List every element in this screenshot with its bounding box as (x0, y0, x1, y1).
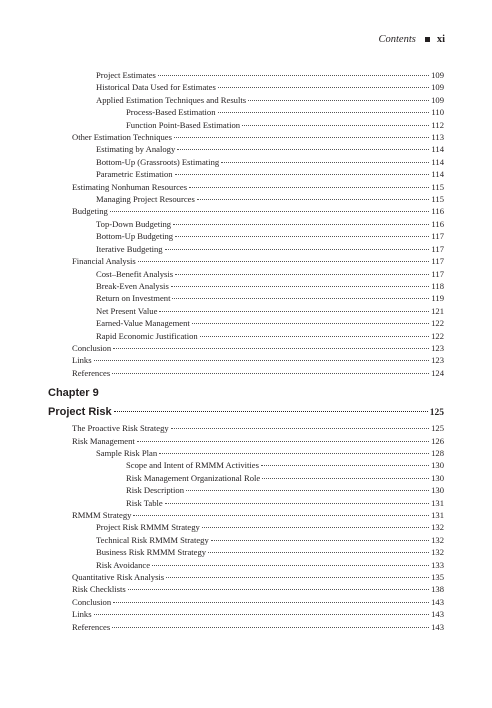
dot-leader (242, 125, 429, 126)
toc-entry-title: Break-Even Analysis (96, 280, 169, 291)
dot-leader (166, 577, 429, 578)
toc-entry[interactable] (72, 583, 444, 595)
toc-entry[interactable] (72, 218, 444, 230)
chapter-title-row[interactable] (48, 405, 444, 421)
dot-leader (159, 453, 429, 454)
toc-entry-page: 130 (431, 485, 444, 496)
dot-leader (175, 236, 429, 237)
dot-leader (159, 311, 429, 312)
toc-entry[interactable] (72, 317, 444, 329)
toc-entry-title: Estimating by Analogy (96, 144, 176, 155)
toc-entry-page: 109 (431, 82, 444, 93)
dot-leader (221, 162, 429, 163)
toc-entry[interactable] (72, 472, 444, 484)
toc-entry-page: 109 (431, 94, 444, 105)
toc-entry-page: 123 (431, 342, 444, 353)
toc-entry-page: 117 (431, 243, 444, 254)
dot-leader (110, 211, 430, 212)
toc-entry-title: Managing Project Resources (96, 194, 195, 205)
toc-entry-title: Technical Risk RMMM Strategy (96, 534, 209, 545)
dot-leader (113, 602, 429, 603)
dot-leader (208, 552, 429, 553)
toc-entry-page: 113 (431, 132, 444, 143)
dot-leader (173, 224, 429, 225)
toc-entry-title: RMMM Strategy (72, 510, 132, 520)
toc-entry-title: Cost–Benefit Analysis (96, 268, 174, 279)
toc-entry-page: 117 (431, 231, 444, 242)
toc-entry[interactable] (72, 243, 444, 255)
toc-entry[interactable] (72, 546, 444, 558)
dot-leader (137, 441, 429, 442)
toc-entry[interactable] (72, 81, 444, 93)
toc-entry-page: 132 (431, 522, 444, 533)
dot-leader (113, 348, 429, 349)
chapter-page: 125 (429, 408, 444, 419)
dot-leader (248, 100, 429, 101)
toc-entry-title: Iterative Budgeting (96, 243, 163, 254)
toc-entry[interactable] (72, 497, 444, 509)
toc-entry[interactable] (72, 292, 444, 304)
toc-entry-page: 124 (431, 367, 444, 378)
toc-entry-title: Risk Checklists (72, 584, 126, 595)
dot-leader (218, 87, 429, 88)
dot-leader (197, 199, 430, 200)
toc-entry[interactable] (72, 106, 444, 118)
dot-leader (133, 515, 429, 516)
toc-entry-title: Return on Investment (96, 293, 171, 304)
dot-leader (94, 614, 430, 615)
toc-entry-page: 116 (431, 206, 444, 217)
dot-leader (192, 323, 429, 324)
chapter-title: Project Risk (48, 406, 112, 419)
dot-leader (138, 261, 430, 262)
toc-entry-title: Earned-Value Management (96, 318, 190, 329)
dot-leader (174, 137, 429, 138)
toc-entry-title: Risk Table (126, 497, 163, 508)
dot-leader (172, 298, 429, 299)
toc-entry[interactable] (72, 330, 444, 342)
toc-entry-page: 114 (431, 169, 444, 180)
toc-entry-page: 130 (431, 472, 444, 483)
toc-entry-page: 122 (431, 330, 444, 341)
dot-leader (177, 149, 429, 150)
dot-leader (165, 503, 429, 504)
dot-leader (189, 187, 429, 188)
toc-entry-page: 119 (431, 293, 444, 304)
toc-entry-title: Estimating Nonhuman Resources (72, 181, 188, 192)
dot-leader (158, 75, 429, 76)
dot-leader (202, 527, 429, 528)
toc-entry[interactable] (72, 422, 444, 434)
toc-list-chapter-8 (72, 69, 444, 379)
dot-leader (114, 411, 428, 412)
toc-entry-title: References (72, 367, 111, 378)
dot-leader (112, 373, 429, 374)
toc-entry-page: 128 (431, 447, 444, 458)
dot-leader (175, 274, 429, 275)
toc-entry-page: 131 (431, 510, 444, 520)
toc-entry-title: Bottom-Up (Grassroots) Estimating (96, 156, 220, 167)
page-number: xi (436, 34, 445, 45)
toc-entry[interactable] (72, 435, 444, 447)
toc-entry[interactable] (72, 534, 444, 546)
toc-entry[interactable] (72, 571, 444, 583)
toc-entry[interactable] (72, 94, 444, 106)
toc-entry-page: 135 (431, 572, 444, 583)
dot-leader (211, 540, 429, 541)
toc-entry-title: Net Present Value (96, 305, 158, 316)
toc-entry[interactable] (72, 230, 444, 242)
toc-entry-title: Risk Management Organizational Role (126, 472, 261, 483)
toc-entry-page: 126 (431, 435, 444, 446)
toc-entry-page: 121 (431, 305, 444, 316)
toc-entry-page: 123 (431, 355, 444, 366)
dot-leader (112, 627, 429, 628)
toc-entry[interactable] (72, 608, 444, 620)
toc-entry[interactable] (72, 305, 444, 317)
toc-entry-title: Applied Estimation Techniques and Results (96, 94, 247, 105)
toc-entry-page: 109 (431, 70, 444, 80)
toc-entry[interactable] (72, 521, 444, 533)
dot-leader (175, 174, 430, 175)
toc-entry-page: 138 (431, 584, 444, 595)
toc-list-chapter-9 (72, 422, 444, 633)
toc-entry-page: 122 (431, 318, 444, 329)
toc-entry-title: Links (72, 609, 92, 620)
toc-entry[interactable] (72, 342, 444, 354)
toc-entry-page: 132 (431, 547, 444, 558)
dot-leader (186, 490, 429, 491)
chapter-label: Chapter 9 (48, 387, 99, 400)
toc-entry[interactable] (72, 559, 444, 571)
dot-leader (171, 286, 430, 287)
toc-entry[interactable] (72, 596, 444, 608)
dot-leader (218, 112, 430, 113)
toc-entry-page: 132 (431, 534, 444, 545)
toc-entry[interactable] (72, 205, 444, 217)
dot-leader (261, 465, 429, 466)
toc-entry-page: 143 (431, 609, 444, 620)
toc-entry[interactable] (72, 367, 444, 379)
toc-entry-page: 130 (431, 460, 444, 471)
toc-entry-title: Historical Data Used for Estimates (96, 82, 216, 93)
toc-entry-title: Rapid Economic Justification (96, 330, 198, 341)
dot-leader (165, 249, 430, 250)
toc-entry-title: Risk Avoidance (96, 559, 151, 570)
toc-entry[interactable] (72, 509, 444, 521)
toc-entry-title: Process-Based Estimation (126, 107, 216, 118)
toc-entry[interactable] (72, 143, 444, 155)
toc-entry-title: Business Risk RMMM Strategy (96, 547, 207, 558)
toc-entry[interactable] (72, 459, 444, 471)
toc-entry-title: Scope and Intent of RMMM Activities (126, 460, 259, 471)
toc-entry[interactable] (72, 621, 444, 633)
toc-entry-title: Bottom-Up Budgeting (96, 231, 174, 242)
toc-entry[interactable] (72, 484, 444, 496)
separator-square-icon (425, 37, 430, 42)
toc-entry-title: Risk Management (72, 435, 135, 446)
running-header (378, 34, 445, 45)
toc-entry[interactable] (72, 447, 444, 459)
toc-entry[interactable] (72, 119, 444, 131)
toc-entry[interactable] (72, 181, 444, 193)
dot-leader (152, 565, 429, 566)
toc-entry-page: 117 (431, 256, 444, 267)
toc-entry-title: Other Estimation Techniques (72, 132, 172, 143)
toc-entry-title: Project Estimates (96, 70, 156, 80)
toc-entry-page: 133 (431, 559, 444, 570)
dot-leader (171, 428, 429, 429)
dot-leader (262, 478, 429, 479)
toc-entry-page: 118 (431, 280, 444, 291)
toc-entry-title: The Proactive Risk Strategy (72, 423, 169, 434)
toc-entry-title: Top-Down Budgeting (96, 218, 172, 229)
toc-entry-page: 117 (431, 268, 444, 279)
toc-entry[interactable] (72, 131, 444, 143)
table-of-contents (48, 69, 444, 633)
toc-entry-title: Links (72, 355, 92, 366)
toc-entry-title: Quantitative Risk Analysis (72, 572, 165, 583)
toc-entry[interactable] (72, 193, 444, 205)
toc-entry-page: 115 (431, 194, 444, 205)
toc-entry-page: 125 (431, 423, 444, 434)
toc-entry-title: Risk Description (126, 485, 185, 496)
toc-entry-page: 115 (431, 181, 444, 192)
toc-entry[interactable] (72, 69, 444, 81)
toc-entry-title: Conclusion (72, 596, 112, 607)
dot-leader (128, 589, 429, 590)
toc-entry-page: 143 (431, 596, 444, 607)
toc-entry[interactable] (72, 280, 444, 292)
toc-entry-page: 116 (431, 218, 444, 229)
toc-entry[interactable] (72, 255, 444, 267)
dot-leader (94, 360, 430, 361)
toc-entry-title: Sample Risk Plan (96, 447, 158, 458)
dot-leader (200, 336, 429, 337)
toc-entry-title: Budgeting (72, 206, 108, 217)
toc-entry-page: 131 (431, 497, 444, 508)
toc-entry-title: Function Point-Based Estimation (126, 119, 241, 130)
toc-entry[interactable] (72, 354, 444, 366)
toc-entry-title: Conclusion (72, 342, 112, 353)
toc-entry[interactable] (72, 156, 444, 168)
toc-entry-title: Parametric Estimation (96, 169, 173, 180)
toc-entry-page: 110 (431, 107, 444, 118)
toc-entry-page: 114 (431, 156, 444, 167)
toc-entry[interactable] (72, 168, 444, 180)
toc-entry-page: 112 (431, 119, 444, 130)
toc-entry-page: 143 (431, 621, 444, 632)
toc-entry-title: References (72, 621, 111, 632)
section-title: Contents (378, 34, 416, 45)
toc-entry-page: 114 (431, 144, 444, 155)
toc-entry-title: Financial Analysis (72, 256, 136, 267)
toc-entry[interactable] (72, 268, 444, 280)
toc-entry-title: Project Risk RMMM Strategy (96, 522, 200, 533)
